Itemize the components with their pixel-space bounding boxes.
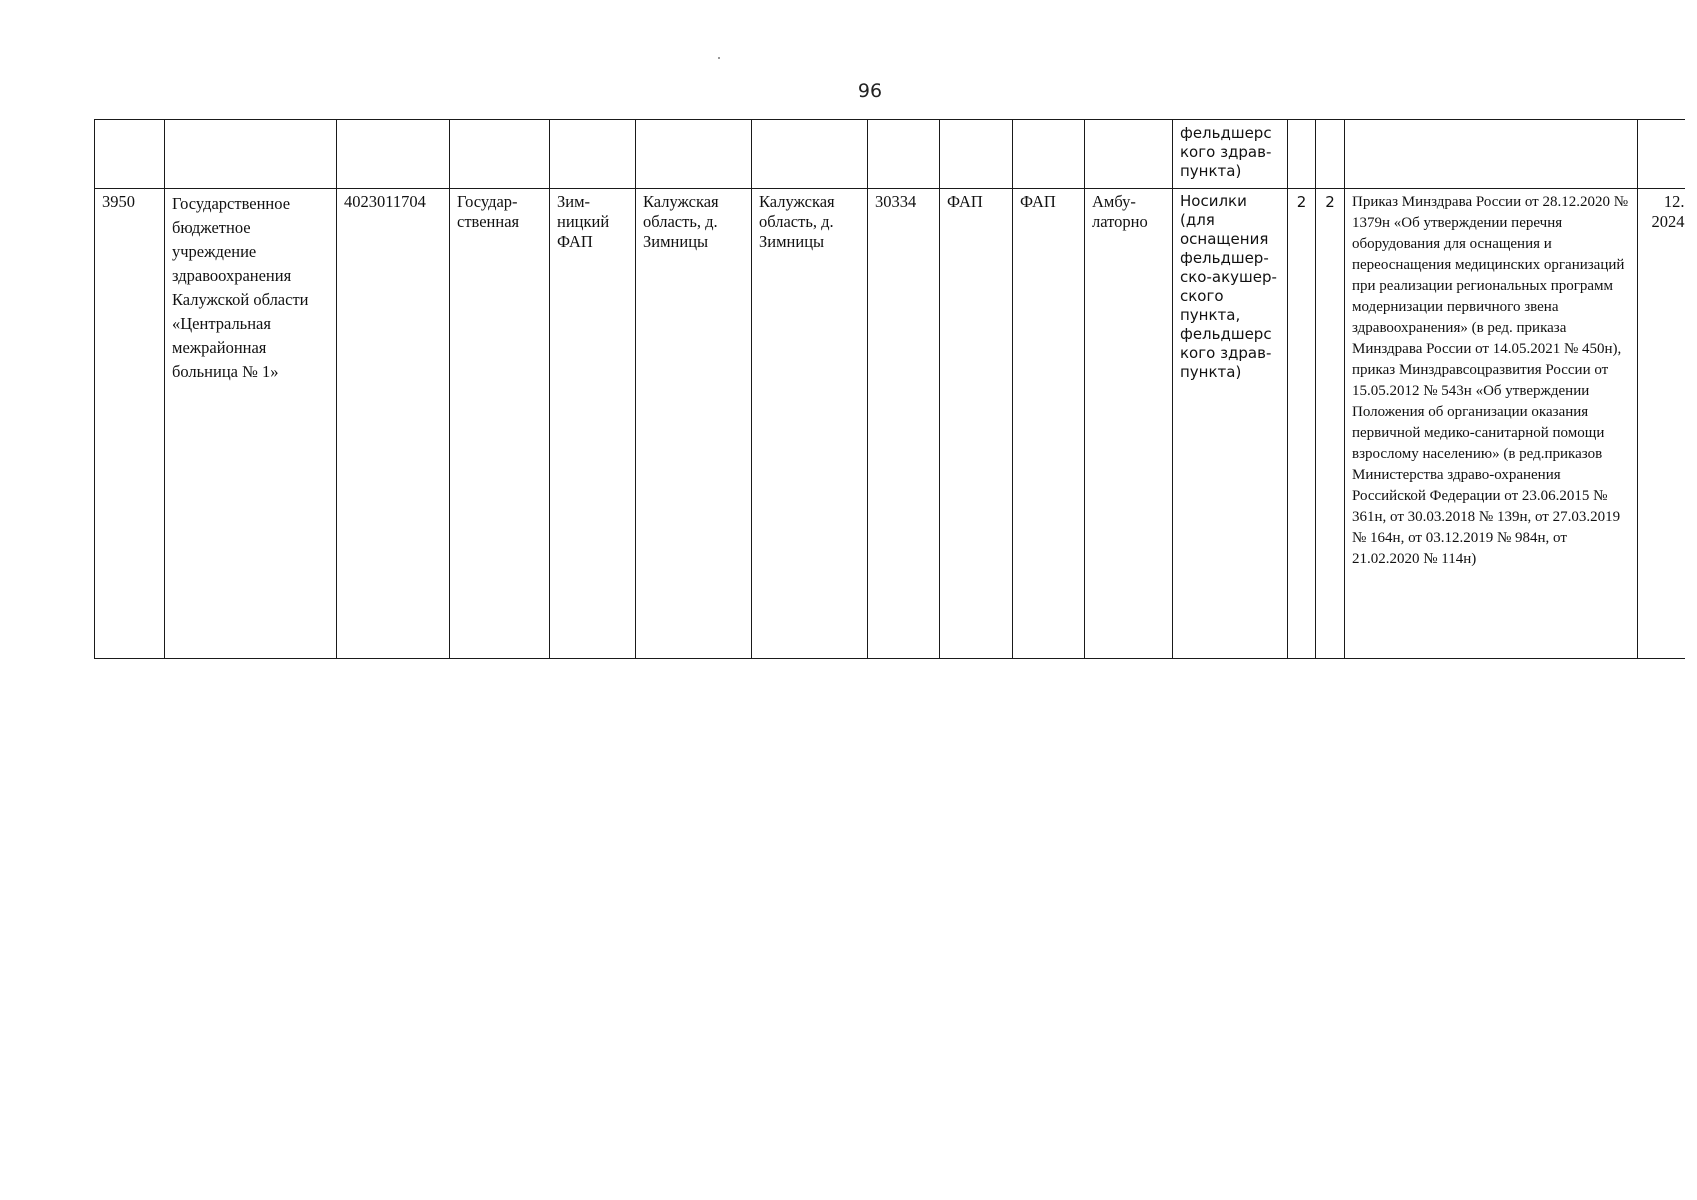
cont-cell-qty-required: [1288, 120, 1316, 189]
cont-cell-code: [868, 120, 940, 189]
record-unit-name: Зим-ницкий ФАП: [550, 189, 636, 659]
record-number: 3950: [95, 189, 165, 659]
record-unit-type: ФАП: [940, 189, 1013, 659]
cont-cell-inn: [337, 120, 450, 189]
page-number: 96: [857, 80, 883, 102]
cont-cell-unit-subtype: [1013, 120, 1085, 189]
registry-table: [94, 119, 1685, 659]
cont-cell-ownership: [450, 120, 550, 189]
cont-cell-qty-planned: [1316, 120, 1345, 189]
cont-cell-number: [95, 120, 165, 189]
record-ownership: Государ-ственная: [450, 189, 550, 659]
record-inn: 4023011704: [337, 189, 450, 659]
cont-cell-organization: [165, 120, 337, 189]
record-organization: Государственное бюджетное учреждение здравоохранения Калужской области «Центральная межрайонная больница № 1»: [165, 189, 337, 659]
cont-cell-care-conditions: [1085, 120, 1173, 189]
cont-cell-date: [1638, 120, 1685, 189]
cont-cell-equipment-tail: фельдшерс кого здрав-пункта): [1173, 120, 1288, 189]
record-code: 30334: [868, 189, 940, 659]
record-qty-required: 2: [1288, 189, 1316, 659]
record-equipment: Носилки (для оснащения фельдшер-ско-акушер-ского пункта, фельдшерс кого здрав-пункта): [1173, 189, 1288, 659]
record-legal-basis: Приказ Минздрава России от 28.12.2020 № 1379н «Об утверждении перечня оборудования для оснащения и переоснащения медицинских организаций при реализации региональных программ модернизации первичного звена здравоохранения» (в ред. приказа Минздрава России от 14.05.2021 № 450н), приказ Минздравсоцразвития России от 15.05.2012 № 543н «Об утверждении Положения об организации оказания первичной медико-санитарной помощи взрослому населению» (в ред.приказов Министерства здраво-охранения Российской Федерации от 23.06.2015 № 361н, от 30.03.2018 № 139н, от 27.03.2019 № 164н, от 03.12.2019 № 984н, от 21.02.2020 № 114н): [1345, 189, 1638, 659]
cont-cell-unit-name: [550, 120, 636, 189]
continuation-row: [95, 120, 1685, 189]
cont-cell-legal-basis: [1345, 120, 1638, 189]
cont-cell-actual-address: [752, 120, 868, 189]
record-care-conditions: Амбу-латорно: [1085, 189, 1173, 659]
scan-speck: [718, 57, 720, 59]
table-row: [95, 189, 1685, 659]
record-date: [1638, 189, 1685, 659]
record-qty-planned: 2: [1316, 189, 1345, 659]
record-date-part2: 2024: [1651, 212, 1685, 231]
record-legal-address: Калужская область, д. Зимницы: [636, 189, 752, 659]
cont-cell-legal-address: [636, 120, 752, 189]
record-date-part1: 12.: [1663, 192, 1685, 211]
cont-cell-unit-type: [940, 120, 1013, 189]
record-unit-subtype: ФАП: [1013, 189, 1085, 659]
record-actual-address: Калужская область, д. Зимницы: [752, 189, 868, 659]
